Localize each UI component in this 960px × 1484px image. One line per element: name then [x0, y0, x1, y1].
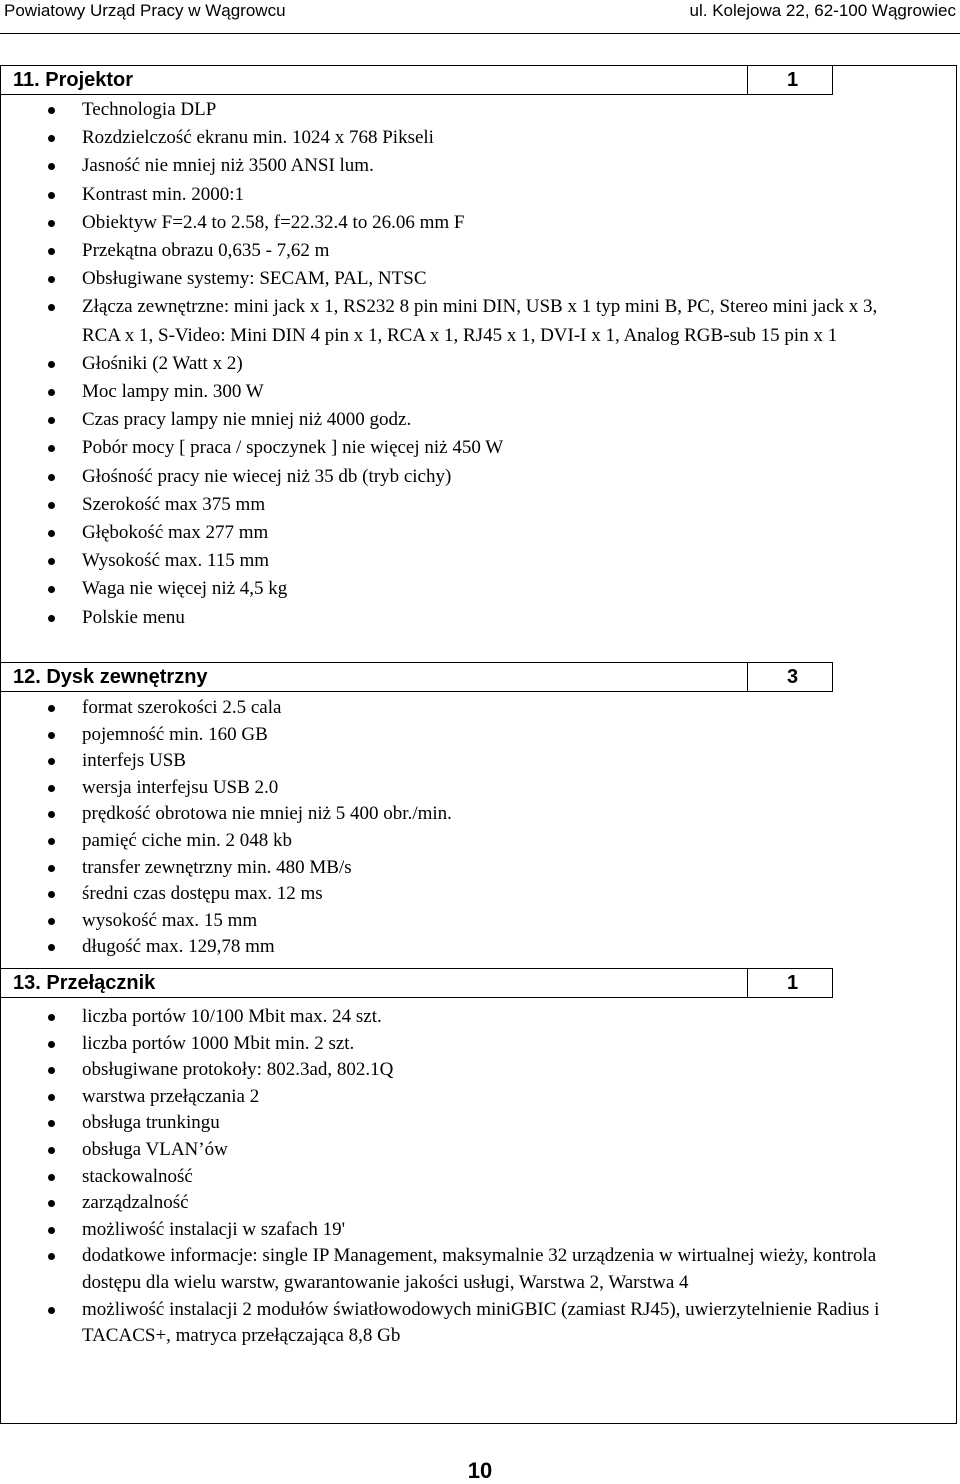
list-item: pojemność min. 160 GB — [1, 722, 958, 749]
section-title: 11. Projektor — [13, 69, 134, 91]
przelacznik-spec-list — [1, 1004, 958, 1350]
list-item: obsługa VLAN’ów — [1, 1137, 958, 1164]
list-item: Wysokość max. 115 mm — [1, 547, 958, 575]
list-item: Pobór mocy [ praca / spoczynek ] nie więcej niż 450 W — [1, 434, 958, 462]
list-item: Jasność nie mniej niż 3500 ANSI lum. — [1, 152, 958, 180]
list-item: prędkość obrotowa nie mniej niż 5 400 obr./min. — [1, 801, 958, 828]
list-item: Rozdzielczość ekranu min. 1024 x 768 Pikseli — [1, 124, 958, 152]
section-divider — [1, 94, 833, 95]
section-quantity: 1 — [787, 69, 799, 91]
list-item: Polskie menu — [1, 604, 958, 632]
list-item: Obsługiwane systemy: SECAM, PAL, NTSC — [1, 265, 958, 293]
section-divider — [1, 691, 833, 692]
list-item: obsługa trunkingu — [1, 1110, 958, 1137]
list-item: średni czas dostępu max. 12 ms — [1, 881, 958, 908]
section-divider — [1, 997, 833, 998]
list-item: Głębokość max 277 mm — [1, 519, 958, 547]
section-title: 13. Przełącznik — [13, 972, 156, 994]
list-item: format szerokości 2.5 cala — [1, 695, 958, 722]
list-item: Głośność pracy nie wiecej niż 35 db (tryb cichy) — [1, 463, 958, 491]
list-item: Moc lampy min. 300 W — [1, 378, 958, 406]
list-item: Kontrast min. 2000:1 — [1, 181, 958, 209]
header-divider — [0, 33, 960, 34]
projektor-spec-list — [1, 96, 958, 632]
page-number: 10 — [467, 1458, 493, 1483]
dysk-spec-list — [1, 695, 958, 961]
list-item: wysokość max. 15 mm — [1, 908, 958, 935]
list-item: możliwość instalacji 2 modułów światłowodowych miniGBIC (zamiast RJ45), uwierzytelnienie Radius i TACACS+, matryca przełączająca 8,8 Gb — [1, 1297, 958, 1350]
list-item: możliwość instalacji w szafach 19' — [1, 1217, 958, 1244]
list-item: Szerokość max 375 mm — [1, 491, 958, 519]
list-item: Czas pracy lampy nie mniej niż 4000 godz. — [1, 406, 958, 434]
office-address: ul. Kolejowa 22, 62-100 Wągrowiec — [689, 1, 956, 20]
list-item: warstwa przełączania 2 — [1, 1084, 958, 1111]
list-item: liczba portów 10/100 Mbit max. 24 szt. — [1, 1004, 958, 1031]
list-item: dodatkowe informacje: single IP Management, maksymalnie 32 urządzenia w wirtualnej wieży, kontrola dostępu dla wielu warstw, gwarantowanie jakości usługi, Warstwa 2, Warstwa 4 — [1, 1243, 958, 1296]
page-header — [0, 0, 960, 40]
list-item: Waga nie więcej niż 4,5 kg — [1, 575, 958, 603]
list-item: Złącza zewnętrzne: mini jack x 1, RS232 8 pin mini DIN, USB x 1 typ mini B, PC, Stereo mini jack x 3, RCA x 1, S-Video: Mini DIN 4 pin x 1, RCA x 1, RJ45 x 1, DVI-I x 1, Analog RGB-sub 15 pin x 1 — [1, 293, 958, 349]
list-item: zarządzalność — [1, 1190, 958, 1217]
office-name: Powiatowy Urząd Pracy w Wągrowcu — [4, 1, 286, 20]
list-item: transfer zewnętrzny min. 480 MB/s — [1, 855, 958, 882]
section-quantity: 1 — [787, 972, 799, 994]
section-header-projektor — [1, 66, 958, 94]
specification-table — [0, 65, 957, 1424]
list-item: obsługiwane protokoły: 802.3ad, 802.1Q — [1, 1057, 958, 1084]
list-item: pamięć ciche min. 2 048 kb — [1, 828, 958, 855]
list-item: Głośniki (2 Watt x 2) — [1, 350, 958, 378]
section-quantity: 3 — [787, 666, 799, 688]
list-item: Obiektyw F=2.4 to 2.58, f=22.32.4 to 26.06 mm F — [1, 209, 958, 237]
section-header-przelacznik — [1, 968, 833, 997]
list-item: Technologia DLP — [1, 96, 958, 124]
list-item: liczba portów 1000 Mbit min. 2 szt. — [1, 1031, 958, 1058]
section-title: 12. Dysk zewnętrzny — [13, 666, 208, 688]
list-item: długość max. 129,78 mm — [1, 934, 958, 961]
list-item: wersja interfejsu USB 2.0 — [1, 775, 958, 802]
list-item: Przekątna obrazu 0,635 - 7,62 m — [1, 237, 958, 265]
list-item: interfejs USB — [1, 748, 958, 775]
section-header-dysk — [1, 662, 833, 691]
list-item: stackowalność — [1, 1164, 958, 1191]
